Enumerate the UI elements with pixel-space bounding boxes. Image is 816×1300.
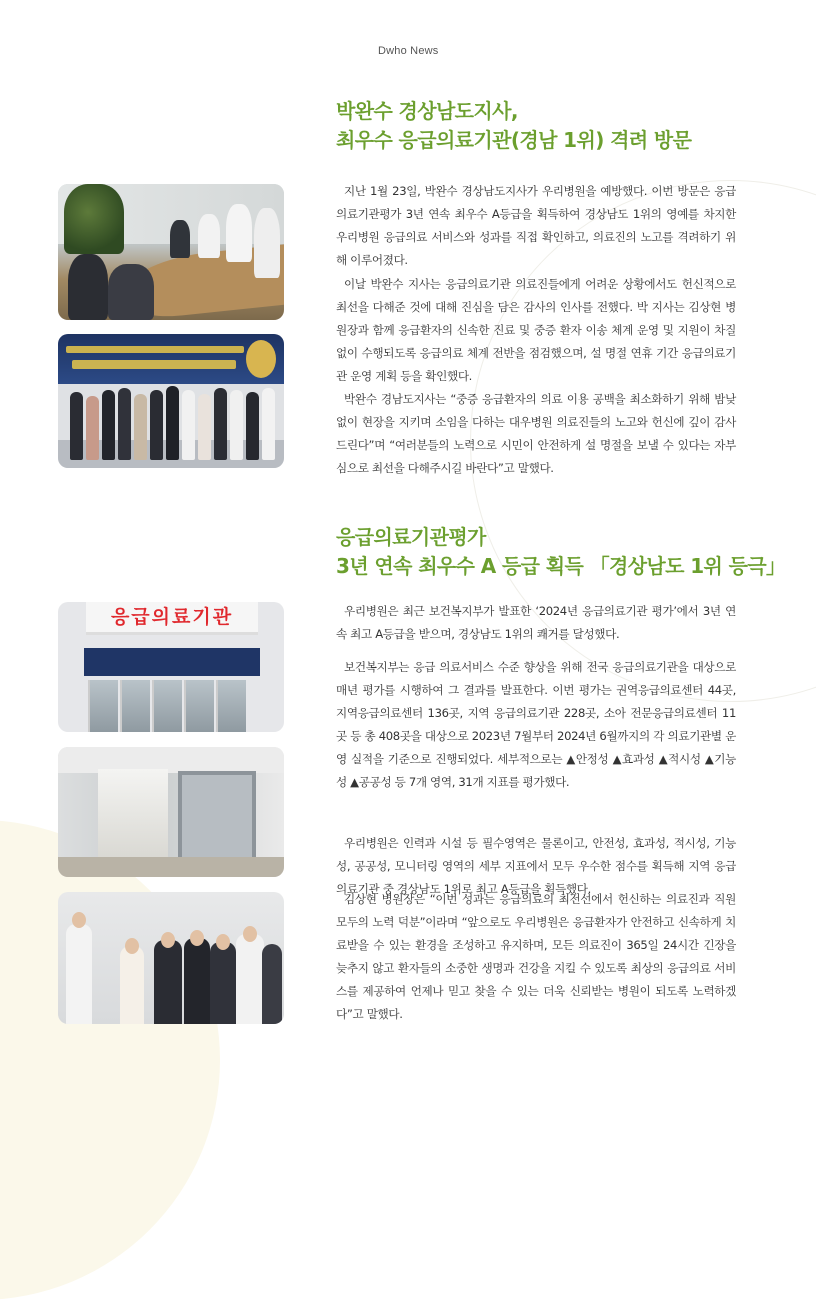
entrance-sign-text: 응급의료기관 <box>86 602 258 635</box>
publication-header: Dwho News <box>378 45 439 57</box>
article2-paragraph-2: 보건복지부는 응급 의료서비스 수준 향상을 위해 전국 응급의료기관을 대상으로 매년 평가를 시행하여 그 결과를 발표한다. 이번 평가는 권역응급의료센터 44곳, 지역응급의료센터 136곳, 지역 응급의료기관 228곳, 소아 전문응급의료센터 11곳 등 총 408곳을 대상으로 2023년 7월부터 2024년 6월까지의 각 의료기관별 운영 실적을 기준으로 진행되었다. 세부적으로는 ▲안정성 ▲효과성 ▲적시성 ▲기능성 ▲공공성 등 7개 영역, 31개 지표를 평가했다. <box>336 660 736 790</box>
photo-meeting <box>58 184 284 320</box>
photo-group <box>58 334 284 468</box>
article2-title <box>336 523 785 581</box>
article2-title-line2: 3년 연속 최우수 A 등급 획득 「경상남도 1위 등극」 <box>336 554 786 578</box>
article1-title-line1: 박완수 경상남도지사, <box>336 99 518 123</box>
photo-corridor <box>58 747 284 877</box>
article1-title <box>336 97 691 155</box>
article1-paragraph-3: 박완수 경남도지사는 “중증 응급환자의 의료 이용 공백을 최소화하기 위해 밤낮 없이 현장을 지키며 소임을 다하는 대우병원 의료진들의 노고와 헌신에 깊이 감사드린다”며 “여러분들의 노력으로 시민이 안전하게 설 명절을 보낼 수 있다는 자부심으로 최선을 다해주시길 바란다”고 말했다. <box>336 392 736 476</box>
photo-hospital-tour <box>58 892 284 1024</box>
article1-paragraph-1: 지난 1월 23일, 박완수 경상남도지사가 우리병원을 예방했다. 이번 방문은 응급의료기관평가 3년 연속 최우수 A등급을 획득하여 경상남도 1위의 영예를 차지한 우리병원 응급의료 서비스와 성과를 직접 확인하고, 의료진의 노고를 격려하기 위해 이루어졌다. <box>336 184 736 268</box>
article2-paragraph-3: 우리병원은 인력과 시설 등 필수영역은 물론이고, 안전성, 효과성, 적시성, 기능성, 공공성, 모니터링 영역의 세부 지표에서 모두 우수한 점수를 획득해 지역 응급의료기관 중 경상남도 1위로 최고 A등급을 획득했다. <box>336 836 736 897</box>
photo-emergency-entrance <box>58 602 284 732</box>
article1-title-line2: 최우수 응급의료기관(경남 1위) 격려 방문 <box>336 128 692 152</box>
article2-paragraph-4: 김상현 병원장은 “이번 성과는 응급의료의 최전선에서 헌신하는 의료진과 직원 모두의 노력 덕분”이라며 “앞으로도 우리병원은 응급환자가 안전하고 신속하게 치료받을 수 있는 환경을 조성하고 유지하며, 모든 의료진이 365일 24시간 긴장을 늦추지 않고 환자들의 소중한 생명과 건강을 지킬 수 있도록 최상의 응급의료 서비스를 제공하여 언제나 믿고 찾을 수 있는 더욱 신뢰받는 병원이 되도록 노력하겠다”고 말했다. <box>336 892 736 1022</box>
article2-title-line1: 응급의료기관평가 <box>336 525 486 549</box>
article1-paragraph-2: 이날 박완수 지사는 응급의료기관 의료진들에게 어려운 상황에서도 헌신적으로 최선을 다해준 것에 대해 진심을 담은 감사의 인사를 전했다. 박 지사는 김상현 병원장과 함께 응급환자의 신속한 진료 및 중증 환자 이송 체계 운영 및 지원이 차질 없이 수행되도록 응급의료 체계 전반을 점검했으며, 설 명절 연휴 기간 응급의료기관 운영 계획 등을 확인했다. <box>336 277 736 384</box>
article2-paragraph-1: 우리병원은 최근 보건복지부가 발표한 ‘2024년 응급의료기관 평가’에서 3년 연속 최고 A등급을 받으며, 경상남도 1위의 쾌거를 달성했다. <box>336 604 736 642</box>
